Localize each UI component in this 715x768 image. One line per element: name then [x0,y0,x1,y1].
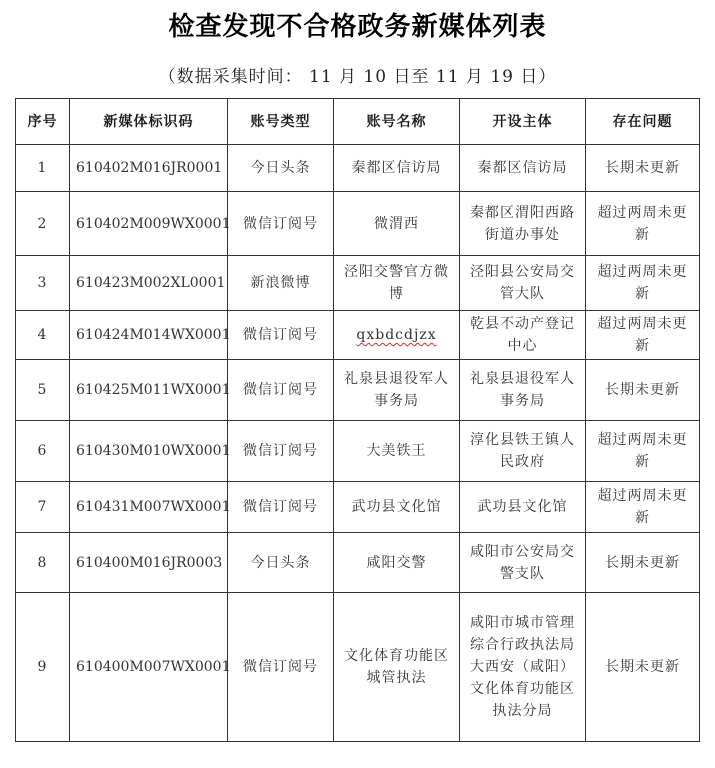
table-row [16,593,700,742]
cell-code: 610425M011WX0001 [70,360,228,421]
cell-name: 咸阳交警 [334,533,460,593]
cell-type: 微信订阅号 [228,593,334,742]
cell-code: 610402M016JR0001 [70,145,228,192]
header-type: 账号类型 [228,99,334,145]
cell-owner: 咸阳市城市管理综合行政执法局大西安（咸阳）文化体育功能区执法分局 [460,593,586,742]
cell-code: 610424M014WX0001 [70,311,228,360]
cell-no: 1 [16,145,70,192]
cell-owner: 秦都区信访局 [460,145,586,192]
cell-name: 礼泉县退役军人事务局 [334,360,460,421]
header-issue: 存在问题 [586,99,700,145]
cell-name [334,311,460,360]
cell-type: 微信订阅号 [228,421,334,482]
account-name-misspelled: qxbdcdjzx [356,327,437,343]
header-name: 账号名称 [334,99,460,145]
cell-no: 5 [16,360,70,421]
cell-code: 610431M007WX0001 [70,482,228,533]
cell-no: 9 [16,593,70,742]
cell-owner: 咸阳市公安局交警支队 [460,533,586,593]
table-row [16,145,700,192]
cell-issue: 超过两周未更新 [586,256,700,311]
cell-issue: 长期未更新 [586,533,700,593]
cell-owner: 泾阳县公安局交管大队 [460,256,586,311]
cell-no: 8 [16,533,70,593]
cell-type: 微信订阅号 [228,311,334,360]
cell-no: 3 [16,256,70,311]
cell-owner: 武功县文化馆 [460,482,586,533]
cell-issue: 超过两周未更新 [586,192,700,256]
cell-no: 6 [16,421,70,482]
table-row [16,311,700,360]
cell-no: 7 [16,482,70,533]
cell-name: 武功县文化馆 [334,482,460,533]
header-code: 新媒体标识码 [70,99,228,145]
cell-owner: 礼泉县退役军人事务局 [460,360,586,421]
page-title: 检查发现不合格政务新媒体列表 [168,12,547,42]
table-row [16,256,700,311]
cell-name: 秦都区信访局 [334,145,460,192]
table-row [16,360,700,421]
cell-name: 文化体育功能区城管执法 [334,593,460,742]
cell-owner: 乾县不动产登记中心 [460,311,586,360]
cell-code: 610423M002XL0001 [70,256,228,311]
cell-no: 2 [16,192,70,256]
cell-code: 610400M016JR0003 [70,533,228,593]
cell-type: 微信订阅号 [228,360,334,421]
table-row [16,482,700,533]
cell-name: 泾阳交警官方微博 [334,256,460,311]
table-row [16,192,700,256]
cell-code: 610400M007WX0001 [70,593,228,742]
cell-owner: 淳化县铁王镇人民政府 [460,421,586,482]
cell-type: 微信订阅号 [228,482,334,533]
header-owner: 开设主体 [460,99,586,145]
cell-owner: 秦都区渭阳西路街道办事处 [460,192,586,256]
cell-type: 新浪微博 [228,256,334,311]
cell-issue: 超过两周未更新 [586,421,700,482]
cell-code: 610402M009WX0001 [70,192,228,256]
cell-issue: 超过两周未更新 [586,311,700,360]
cell-issue: 长期未更新 [586,145,700,192]
page-subtitle: （数据采集时间： 11 月 10 日至 11 月 19 日） [158,67,557,87]
media-table [15,98,700,742]
cell-name: 微渭西 [334,192,460,256]
table-row [16,421,700,482]
cell-type: 微信订阅号 [228,192,334,256]
cell-name: 大美铁王 [334,421,460,482]
cell-issue: 超过两周未更新 [586,482,700,533]
cell-issue: 长期未更新 [586,360,700,421]
cell-code: 610430M010WX0001 [70,421,228,482]
header-no: 序号 [16,99,70,145]
cell-no: 4 [16,311,70,360]
table-row [16,533,700,593]
table-header-row [16,99,700,145]
cell-issue: 长期未更新 [586,593,700,742]
cell-type: 今日头条 [228,145,334,192]
cell-type: 今日头条 [228,533,334,593]
